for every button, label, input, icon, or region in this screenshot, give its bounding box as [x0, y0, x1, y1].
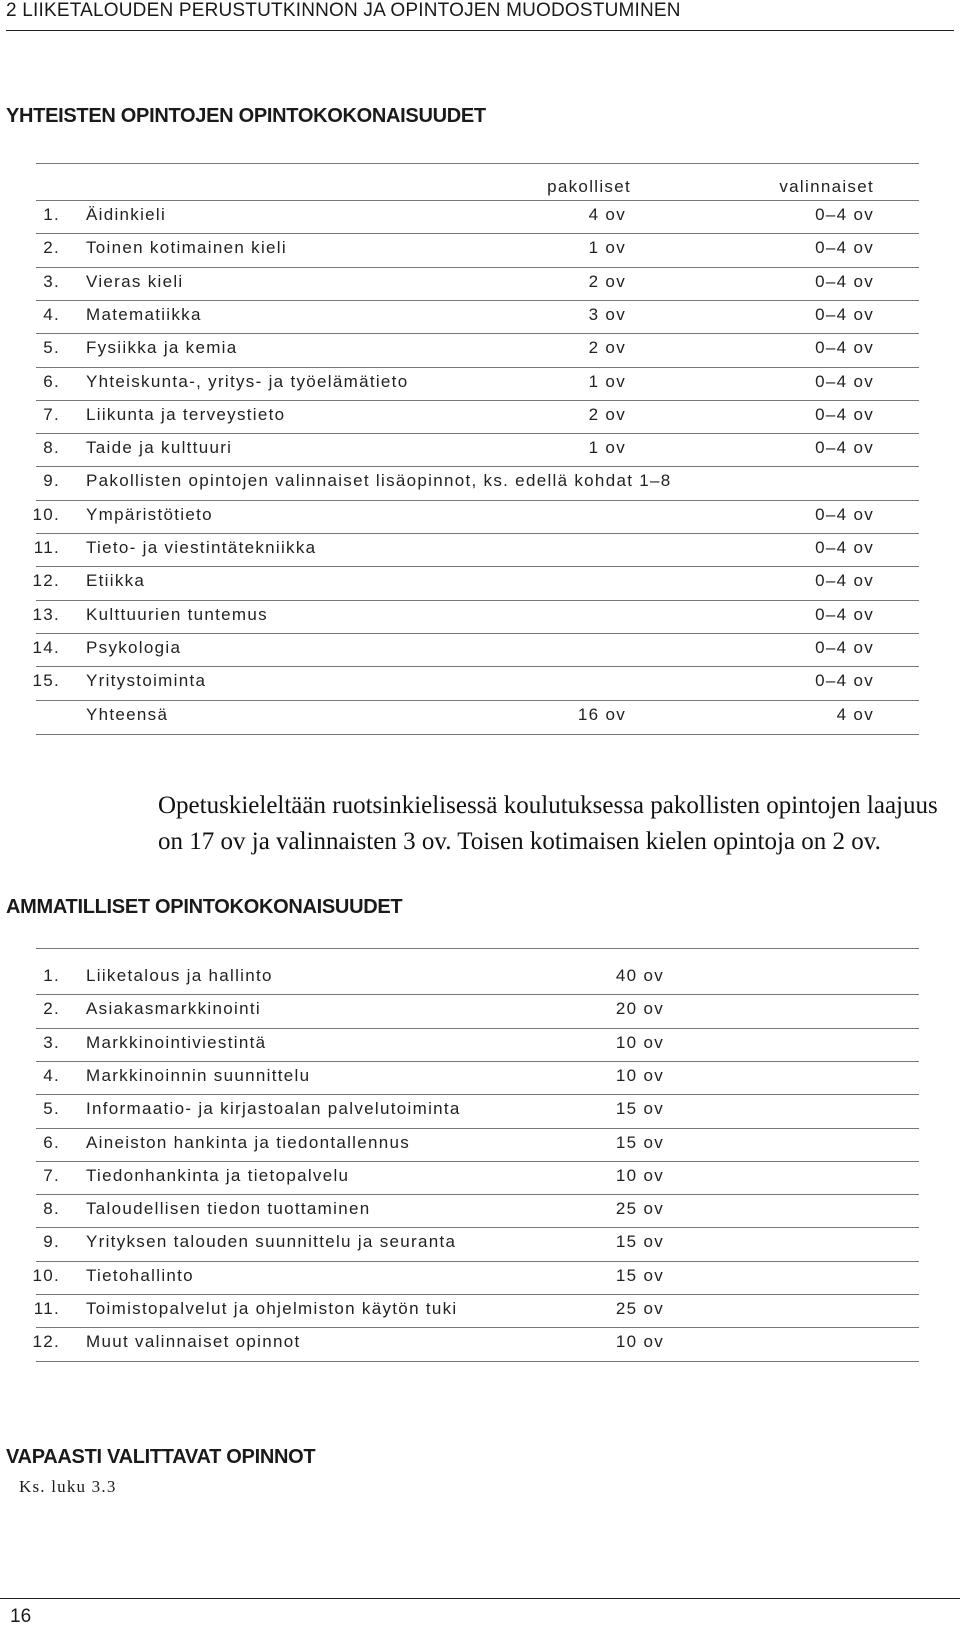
row-number: 8.: [43, 1199, 60, 1218]
subject-name: Tieto- ja viestintätekniikka: [86, 538, 317, 557]
optional-credits: 0–4 ov: [815, 338, 874, 357]
module-name: Muut valinnaiset opinnot: [86, 1332, 301, 1351]
required-credits: 1 ov: [588, 438, 626, 457]
row-divider: [36, 500, 919, 501]
row-number: 7.: [43, 1166, 60, 1185]
row-number: 12.: [32, 1332, 60, 1351]
row-divider: [36, 994, 919, 995]
module-credits: 15 ov: [615, 1099, 664, 1118]
row-number: 3.: [43, 1033, 60, 1052]
row-divider: [36, 300, 919, 301]
subject-name: Vieras kieli: [86, 272, 184, 291]
row-divider: [36, 633, 919, 634]
module-name: Informaatio- ja kirjastoalan palvelutoiminta: [86, 1099, 461, 1118]
optional-credits: 0–4 ov: [815, 438, 874, 457]
module-credits: 15 ov: [615, 1266, 664, 1285]
subject-name: Yritystoiminta: [86, 671, 207, 690]
row-number: 10.: [32, 1266, 60, 1285]
row-divider: [36, 1061, 919, 1062]
subject-name: Ympäristötieto: [86, 505, 213, 524]
module-name: Markkinoinnin suunnittelu: [86, 1066, 311, 1085]
module-credits: 25 ov: [615, 1299, 664, 1318]
module-credits: 15 ov: [615, 1232, 664, 1251]
optional-credits: 0–4 ov: [815, 305, 874, 324]
row-number: 1.: [43, 966, 60, 985]
module-credits: 20 ov: [615, 999, 664, 1018]
row-number: 4.: [43, 305, 60, 324]
module-credits: 10 ov: [615, 1066, 664, 1085]
module-name: Markkinointiviestintä: [86, 1033, 267, 1052]
language-note: Opetuskieleltään ruotsinkielisessä koulutuksessa pakollisten opintojen laajuus on 17 ov ja valinnaisten 3 ov. Toisen kotimaisen kielen opintoja on 2 ov.: [158, 792, 938, 855]
module-name: Aineiston hankinta ja tiedontallennus: [86, 1133, 411, 1152]
row-divider: [36, 367, 919, 368]
module-name: Tietohallinto: [86, 1266, 194, 1285]
subject-name: Kulttuurien tuntemus: [86, 605, 268, 624]
row-divider: [36, 1128, 919, 1129]
footer-rule: [0, 1598, 960, 1599]
optional-credits: 0–4 ov: [815, 505, 874, 524]
optional-credits: 0–4 ov: [815, 605, 874, 624]
optional-credits: 0–4 ov: [815, 671, 874, 690]
optional-credits: 0–4 ov: [815, 238, 874, 257]
vocational-studies-title: AMMATILLISET OPINTOKOKONAISUUDET: [6, 896, 403, 918]
row-divider: [36, 1227, 919, 1228]
row-number: 5.: [43, 338, 60, 357]
module-credits: 25 ov: [615, 1199, 664, 1218]
row-divider: [36, 233, 919, 234]
row-divider: [36, 666, 919, 667]
module-name: Yrityksen talouden suunnittelu ja seuranta: [86, 1232, 457, 1251]
row-divider: [36, 200, 919, 201]
subject-name: Yhteiskunta-, yritys- ja työelämätieto: [86, 372, 409, 391]
optional-credits: 0–4 ov: [815, 571, 874, 590]
module-name: Toimistopalvelut ja ohjelmiston käytön tuki: [86, 1299, 458, 1318]
row-divider: [36, 600, 919, 601]
optional-credits: 0–4 ov: [815, 638, 874, 657]
row-divider: [36, 734, 919, 735]
row-number: 8.: [43, 438, 60, 457]
module-name: Asiakasmarkkinointi: [86, 999, 261, 1018]
table-top-rule: [36, 948, 919, 949]
optional-credits: 0–4 ov: [815, 405, 874, 424]
optional-credits: 0–4 ov: [815, 205, 874, 224]
free-choice-title: VAPAASTI VALITTAVAT OPINNOT: [6, 1446, 316, 1468]
row-divider: [36, 433, 919, 434]
row-divider: [36, 1327, 919, 1328]
row-divider: [36, 1194, 919, 1195]
row-divider: [36, 533, 919, 534]
row-number: 12.: [32, 571, 60, 590]
general-studies-title: YHTEISTEN OPINTOJEN OPINTOKOKONAISUUDET: [6, 105, 486, 127]
total-required-credits: 16 ov: [577, 705, 626, 724]
see-reference: Ks. luku 3.3: [19, 1477, 117, 1496]
required-credits: 4 ov: [588, 205, 626, 224]
row-number: 14.: [32, 638, 60, 657]
row-number: 9.: [43, 1232, 60, 1251]
page-number: 16: [10, 1606, 32, 1627]
subject-name: Pakollisten opintojen valinnaiset lisäopinnot, ks. edellä kohdat 1–8: [86, 471, 672, 490]
row-number: 2.: [43, 999, 60, 1018]
row-number: 7.: [43, 405, 60, 424]
column-header-required: pakolliset: [547, 177, 631, 196]
row-number: 6.: [43, 372, 60, 391]
row-number: 13.: [32, 605, 60, 624]
row-number: 2.: [43, 238, 60, 257]
required-credits: 3 ov: [588, 305, 626, 324]
optional-credits: 0–4 ov: [815, 272, 874, 291]
row-number: 11.: [33, 1299, 60, 1318]
row-divider: [36, 1094, 919, 1095]
required-credits: 2 ov: [588, 272, 626, 291]
subject-name: Matematiikka: [86, 305, 202, 324]
row-divider: [36, 1361, 919, 1362]
row-divider: [36, 1261, 919, 1262]
subject-name: Fysiikka ja kemia: [86, 338, 238, 357]
module-name: Taloudellisen tiedon tuottaminen: [86, 1199, 371, 1218]
running-header: 2 LIIKETALOUDEN PERUSTUTKINNON JA OPINTOJEN MUODOSTUMINEN: [6, 0, 954, 31]
subject-name: Etiikka: [86, 571, 146, 590]
row-divider: [36, 1294, 919, 1295]
required-credits: 1 ov: [588, 372, 626, 391]
module-credits: 10 ov: [615, 1033, 664, 1052]
required-credits: 1 ov: [588, 238, 626, 257]
module-name: Liiketalous ja hallinto: [86, 966, 273, 985]
subject-name: Liikunta ja terveystieto: [86, 405, 286, 424]
general-studies-table: [0, 0, 960, 760]
row-number: 9.: [43, 471, 60, 490]
row-number: 4.: [43, 1066, 60, 1085]
row-divider: [36, 566, 919, 567]
row-number: 11.: [33, 538, 60, 557]
row-number: 5.: [43, 1099, 60, 1118]
row-divider: [36, 466, 919, 467]
module-credits: 40 ov: [615, 966, 664, 985]
optional-credits: 0–4 ov: [815, 538, 874, 557]
row-divider: [36, 333, 919, 334]
subject-name: Taide ja kulttuuri: [86, 438, 233, 457]
required-credits: 2 ov: [588, 338, 626, 357]
total-label: Yhteensä: [86, 705, 169, 724]
row-number: 6.: [43, 1133, 60, 1152]
row-number: 3.: [43, 272, 60, 291]
required-credits: 2 ov: [588, 405, 626, 424]
row-divider: [36, 400, 919, 401]
subject-name: Psykologia: [86, 638, 182, 657]
module-name: Tiedonhankinta ja tietopalvelu: [86, 1166, 350, 1185]
subject-name: Äidinkieli: [86, 205, 167, 224]
row-divider: [36, 700, 919, 701]
total-optional-credits: 4 ov: [836, 705, 874, 724]
row-number: 10.: [32, 505, 60, 524]
row-divider: [36, 267, 919, 268]
column-header-optional: valinnaiset: [779, 177, 874, 196]
subject-name: Toinen kotimainen kieli: [86, 238, 287, 257]
row-divider: [36, 1161, 919, 1162]
row-divider: [36, 1028, 919, 1029]
row-number: 1.: [43, 205, 60, 224]
module-credits: 10 ov: [615, 1166, 664, 1185]
module-credits: 15 ov: [615, 1133, 664, 1152]
row-number: 15.: [32, 671, 60, 690]
optional-credits: 0–4 ov: [815, 372, 874, 391]
module-credits: 10 ov: [615, 1332, 664, 1351]
